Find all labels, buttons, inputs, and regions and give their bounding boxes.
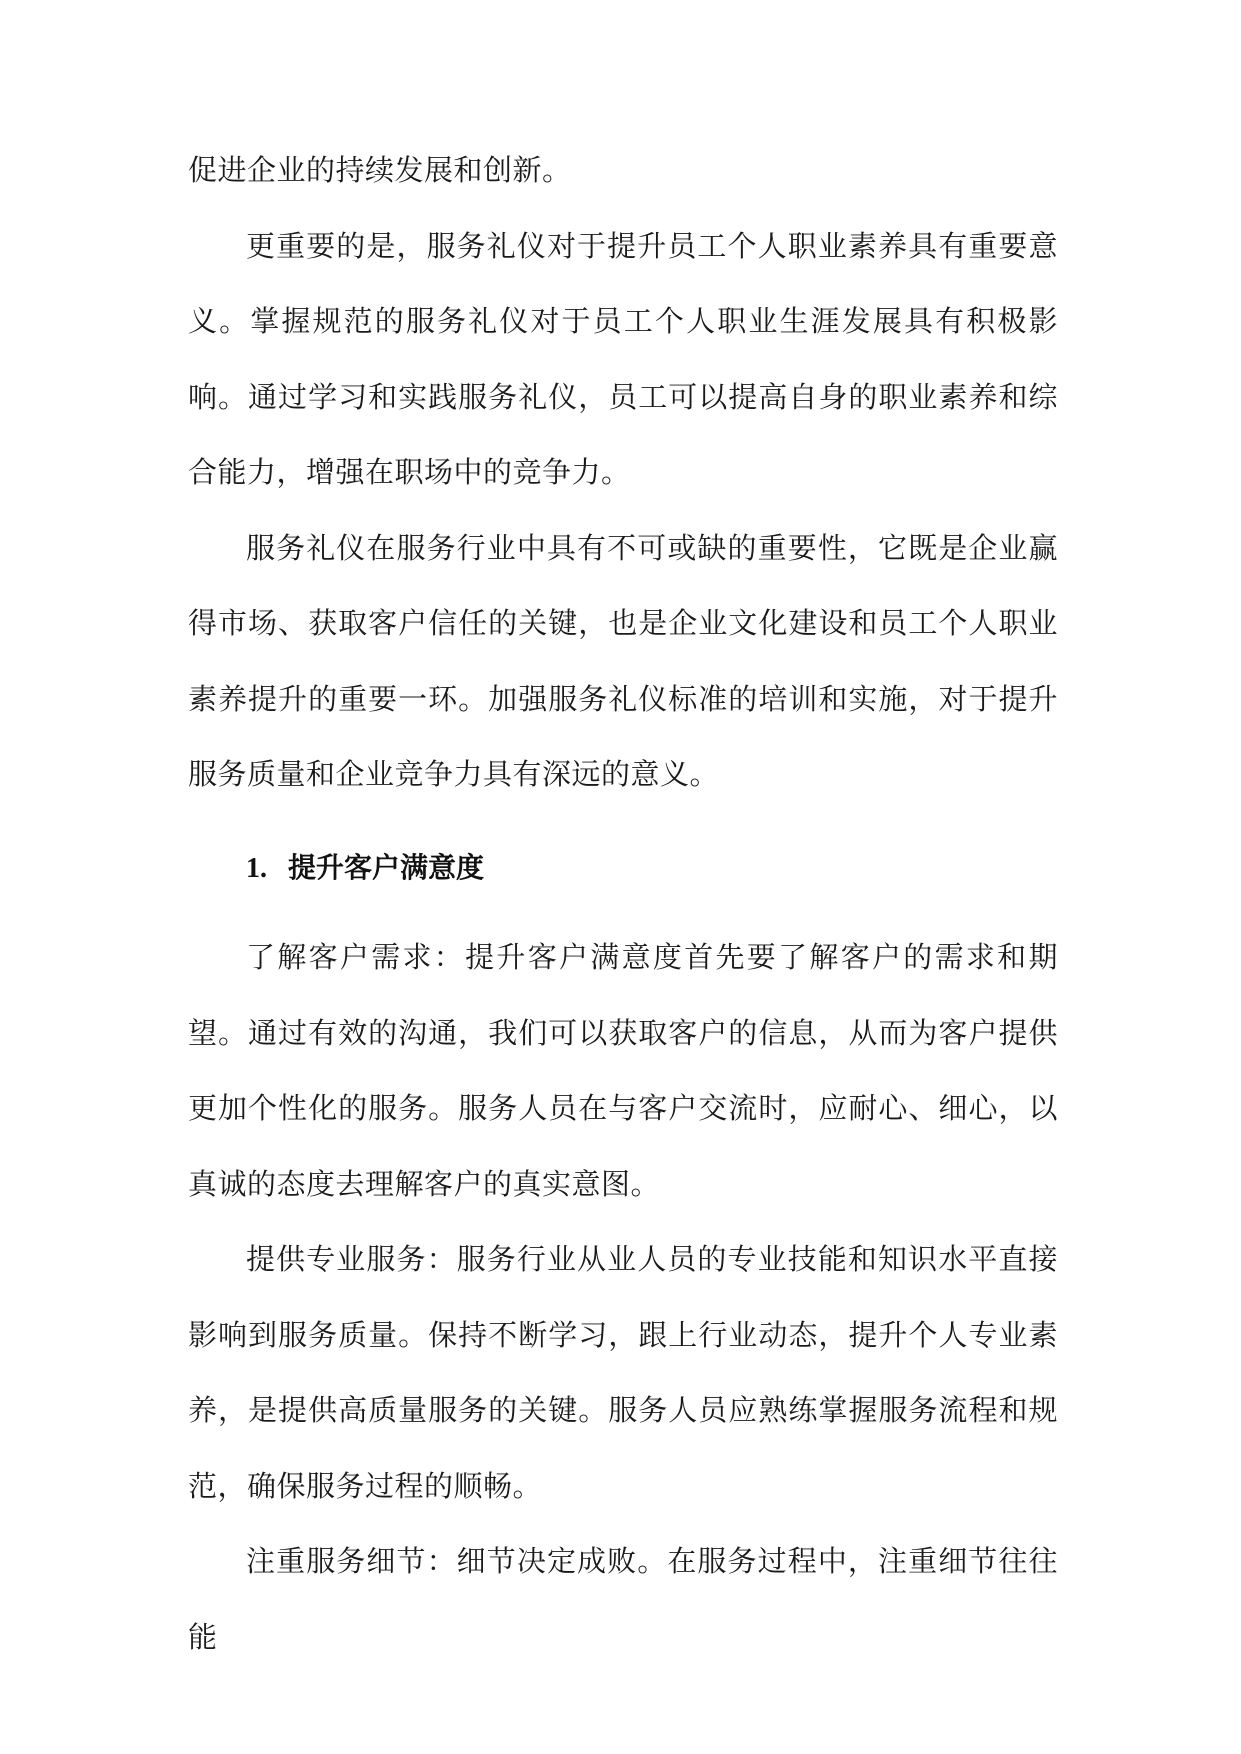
section-title: 提升客户满意度: [288, 851, 485, 884]
section-heading: [246, 848, 484, 889]
paragraph-etiquette-importance: 服务礼仪在服务行业中具有不可或缺的重要性，它既是企业赢得市场、获取客户信任的关键，也是企业文化建设和员工个人职业素养提升的重要一环。加强服务礼仪标准的培训和实施，对于提升服务质量和企业竞争力具有深远的意义。: [188, 530, 1058, 791]
body-text-bottom: [188, 920, 1058, 1675]
paragraph-continuation: 促进企业的持续发展和创新。: [188, 153, 572, 187]
paragraph-employee-literacy: 更重要的是，服务礼仪对于提升员工个人职业素养具有重要意义。掌握规范的服务礼仪对于员工个人职业生涯发展具有积极影响。通过学习和实践服务礼仪，员工可以提高自身的职业素养和综合能力，增强在职场中的竞争力。: [188, 228, 1058, 489]
paragraph-service-details: 注重服务细节：细节决定成败。在服务过程中，注重细节往往能: [188, 1544, 1058, 1654]
section-number: 1.: [246, 853, 267, 884]
paragraph-understand-needs: 了解客户需求：提升客户满意度首先要了解客户的需求和期望。通过有效的沟通，我们可以获取客户的信息，从而为客户提供更加个性化的服务。服务人员在与客户交流时，应耐心、细心，以真诚的态度去理解客户的真实意图。: [188, 940, 1058, 1201]
paragraph-professional-service: 提供专业服务：服务行业从业人员的专业技能和知识水平直接影响到服务质量。保持不断学习，跟上行业动态，提升个人专业素养，是提供高质量服务的关键。服务人员应熟练掌握服务流程和规范，确保服务过程的顺畅。: [188, 1242, 1058, 1503]
body-text-top: [188, 133, 1058, 813]
